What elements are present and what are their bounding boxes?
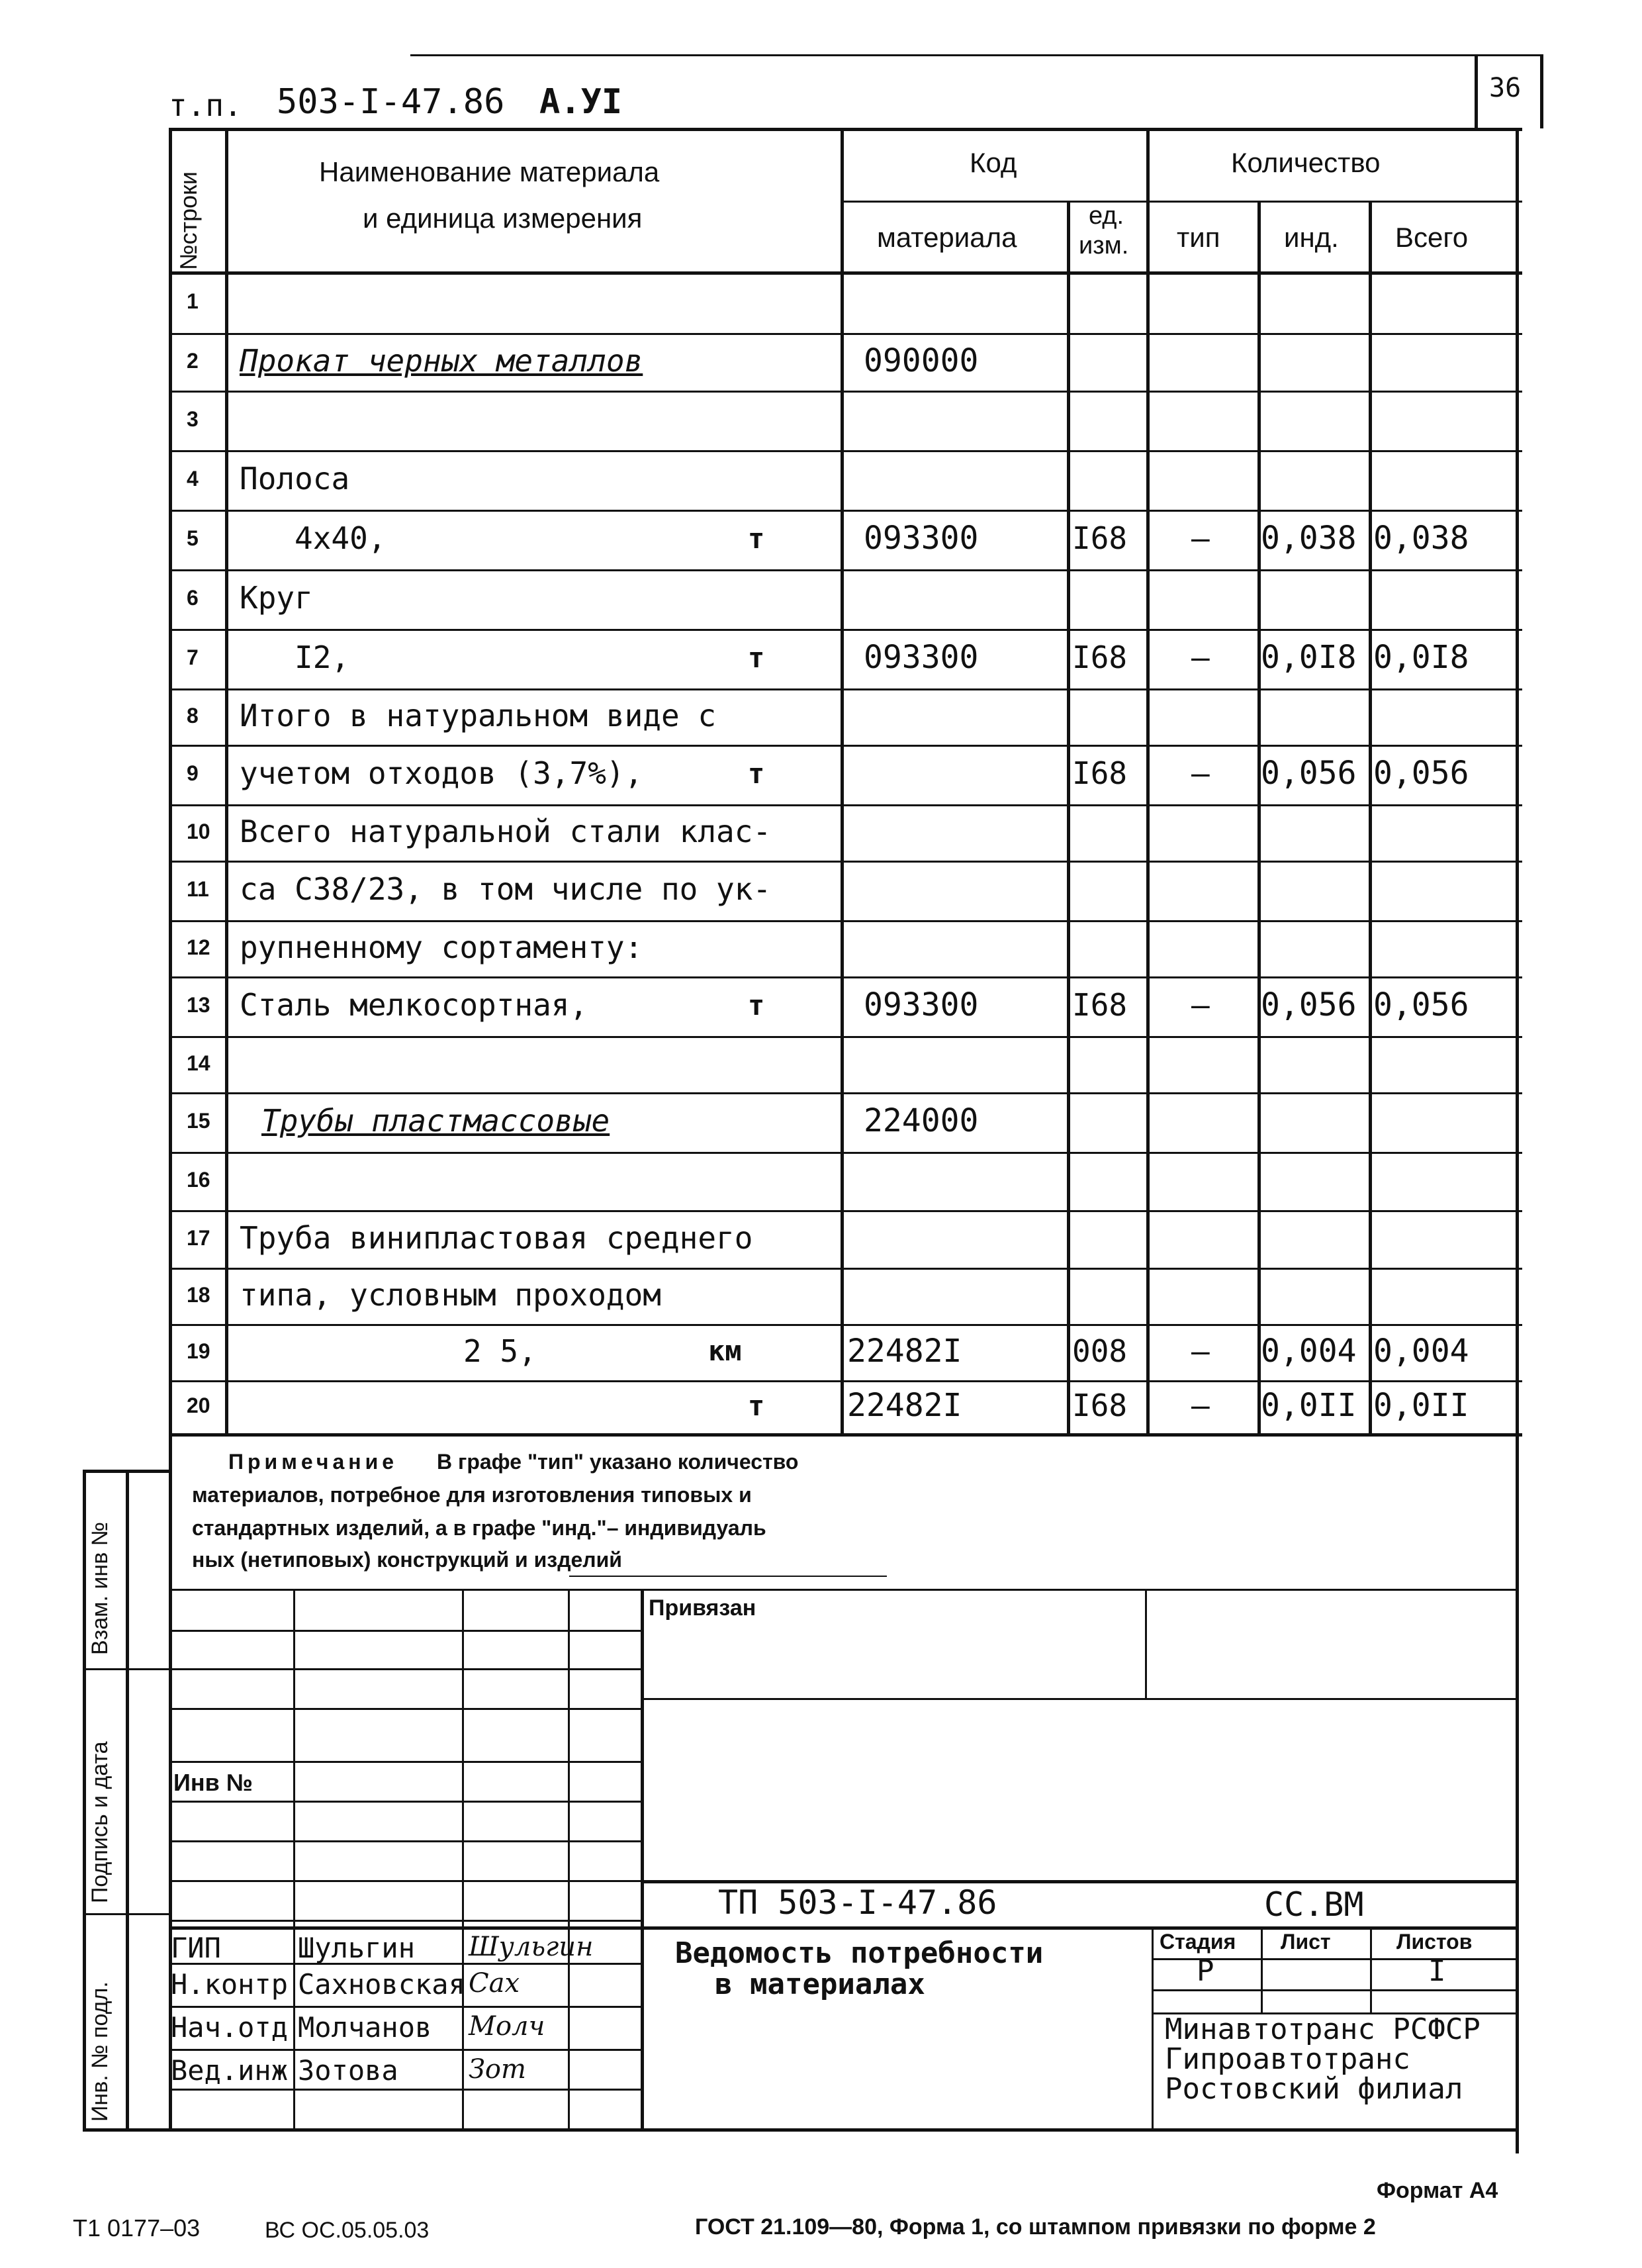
material-name: учетом отходов (3,7%),: [240, 755, 643, 792]
unit-code: I68: [1072, 1388, 1128, 1424]
album-code: А.УI: [539, 82, 623, 122]
row-number-header: №строки: [175, 171, 202, 270]
material-code: 224000: [864, 1102, 979, 1140]
material-code: 093300: [864, 986, 979, 1024]
material-name: Сталь мелкосортная,: [240, 987, 588, 1023]
qty-total: 0,004: [1373, 1332, 1469, 1370]
qty-ind-header: инд.: [1284, 222, 1339, 253]
note-line2: материалов, потребное для изготовления типовых и: [192, 1483, 752, 1507]
stamp-role: Вед.инж: [171, 2054, 289, 2087]
qty-type: –: [1191, 755, 1210, 792]
row-number: 20: [187, 1394, 210, 1418]
row-number: 13: [187, 993, 210, 1017]
stamp-role: Нач.отд: [171, 2011, 289, 2044]
stamp-person-name: Зотова: [298, 2054, 398, 2087]
row-number: 17: [187, 1225, 210, 1250]
unit-code: I68: [1072, 520, 1128, 557]
qty-type: –: [1191, 1333, 1210, 1369]
unit-code: I68: [1072, 639, 1128, 676]
stamp-signature: Зот: [469, 2054, 526, 2085]
row-number: 11: [187, 877, 209, 902]
material-name: са С38/23, в том числе по ук-: [240, 871, 772, 908]
qty-total: 0,056: [1373, 986, 1469, 1024]
unit-word: т: [748, 522, 765, 555]
material-name: 2 5,: [463, 1333, 537, 1369]
footer-center-code: ВС ОС.05.05.03: [265, 2218, 430, 2243]
qty-ind: 0,004: [1261, 1332, 1357, 1370]
material-name: типа, условным проходом: [240, 1276, 661, 1313]
stamp-signature: Молч: [469, 2011, 545, 2042]
qty-ind: 0,038: [1261, 520, 1357, 557]
row-number: 4: [187, 467, 199, 491]
doc-code: 503-I-47.86: [277, 82, 505, 122]
stage-label: Стадия: [1160, 1930, 1236, 1954]
sheets-value: I: [1428, 1954, 1446, 1988]
sheet-label: Лист: [1281, 1930, 1331, 1954]
qty-type: –: [1191, 1388, 1210, 1424]
row-number: 8: [187, 703, 199, 728]
row-number: 2: [187, 348, 199, 373]
material-code: 22482I: [847, 1332, 962, 1370]
row-number: 10: [187, 819, 210, 843]
unit-header-line2: изм.: [1079, 232, 1129, 260]
material-name: Трубы пластмассовые: [261, 1103, 610, 1139]
stamp-doc-mark: СС.ВМ: [1264, 1885, 1364, 1924]
material-name: Полоса: [240, 461, 350, 497]
row-number: 5: [187, 526, 199, 551]
inv-no-label: Инв №: [173, 1769, 253, 1796]
material-code: 090000: [864, 342, 979, 379]
sheets-label: Листов: [1396, 1930, 1473, 1954]
stamp-signature: Сах: [469, 1968, 520, 1999]
podpis-label: Подпись и дата: [87, 1741, 113, 1903]
note-line3: стандартных изделий, а в графе "инд."– индивидуаль: [192, 1516, 766, 1540]
row-number: 15: [187, 1109, 210, 1133]
row-number: 9: [187, 761, 199, 786]
material-name: I2,: [295, 639, 350, 676]
qty-type: –: [1191, 639, 1210, 676]
doc-code-label: т.п.: [169, 87, 242, 123]
qty-total: 0,056: [1373, 755, 1469, 792]
row-number: 16: [187, 1168, 210, 1192]
org-line2: Гипроавтотранс: [1165, 2042, 1410, 2076]
row-number: 7: [187, 645, 199, 670]
doc-title-line2: в материалах: [715, 1967, 925, 2001]
material-name: рупненному сортаменту:: [240, 929, 643, 965]
material-name: Итого в натуральном виде с: [240, 697, 717, 733]
row-number: 3: [187, 407, 199, 432]
inv-podl-label: Инв. № подл.: [87, 1981, 113, 2122]
unit-word: т: [748, 988, 765, 1021]
stamp-role: Н.контр: [171, 1968, 289, 2001]
page-number: 36: [1489, 73, 1522, 103]
note-line1: В графе "тип" указано количество: [437, 1450, 799, 1474]
stamp-doc-code: ТП 503-I-47.86: [718, 1883, 997, 1922]
material-code-header: материала: [877, 222, 1017, 253]
unit-word: т: [748, 757, 765, 790]
row-number: 19: [187, 1339, 210, 1363]
footer-left-code: Т1 0177–03: [73, 2214, 201, 2242]
org-line3: Ростовский филиал: [1165, 2072, 1463, 2106]
unit-word: т: [748, 1389, 765, 1422]
material-code: 093300: [864, 639, 979, 677]
name-header-line1: Наименование материала: [319, 156, 660, 187]
stamp-signature: Шульгин: [469, 1932, 594, 1962]
stamp-role: ГИП: [171, 1932, 221, 1964]
org-line1: Минавтотранс РСФСР: [1165, 2012, 1481, 2046]
material-name: Прокат черных металлов: [240, 342, 643, 379]
row-number: 18: [187, 1282, 210, 1307]
privyazan-label: Привязан: [649, 1595, 756, 1621]
unit-header-line1: ед.: [1089, 202, 1124, 230]
name-header-line2: и единица измерения: [363, 203, 643, 234]
qty-ind: 0,0II: [1261, 1387, 1357, 1425]
vzam-label: Взам. инв №: [87, 1521, 113, 1655]
qty-ind: 0,056: [1261, 755, 1357, 792]
row-number: 12: [187, 935, 210, 959]
code-group-header: Код: [970, 147, 1017, 178]
qty-type: –: [1191, 520, 1210, 557]
row-number: 6: [187, 586, 199, 610]
material-name: Труба винипластовая среднего: [240, 1219, 753, 1256]
qty-total: 0,0II: [1373, 1387, 1469, 1425]
material-name: Всего натуральной стали клас-: [240, 813, 772, 849]
unit-code: I68: [1072, 755, 1128, 792]
unit-code: 008: [1072, 1333, 1128, 1369]
stamp-person-name: Шульгин: [298, 1932, 416, 1964]
material-name: 4х40,: [295, 520, 387, 557]
qty-total-header: Всего: [1395, 222, 1469, 253]
format-label: Формат А4: [1377, 2178, 1498, 2203]
material-name: Круг: [240, 580, 313, 616]
unit-word: т: [748, 641, 765, 674]
unit-code: I68: [1072, 987, 1128, 1023]
doc-title-line1: Ведомость потребности: [675, 1936, 1044, 1970]
qty-type: –: [1191, 987, 1210, 1023]
unit-word: км: [708, 1335, 742, 1368]
note-title: Примечание: [228, 1450, 398, 1474]
qty-total: 0,0I8: [1373, 639, 1469, 677]
qty-total: 0,038: [1373, 520, 1469, 557]
qty-type-header: тип: [1177, 222, 1220, 253]
stamp-person-name: Молчанов: [298, 2011, 432, 2044]
qty-ind: 0,0I8: [1261, 639, 1357, 677]
stamp-person-name: Сахновская: [298, 1968, 465, 2001]
material-code: 22482I: [847, 1387, 962, 1425]
qty-ind: 0,056: [1261, 986, 1357, 1024]
note-line4: ных (нетиповых) конструкций и изделий: [192, 1548, 622, 1572]
footer-gost: ГОСТ 21.109—80, Форма 1, со штампом привязки по форме 2: [695, 2214, 1376, 2240]
stage-value: Р: [1197, 1954, 1214, 1988]
quantity-group-header: Количество: [1231, 147, 1381, 178]
material-code: 093300: [864, 520, 979, 557]
row-number: 14: [187, 1051, 210, 1075]
row-number: 1: [187, 289, 199, 313]
